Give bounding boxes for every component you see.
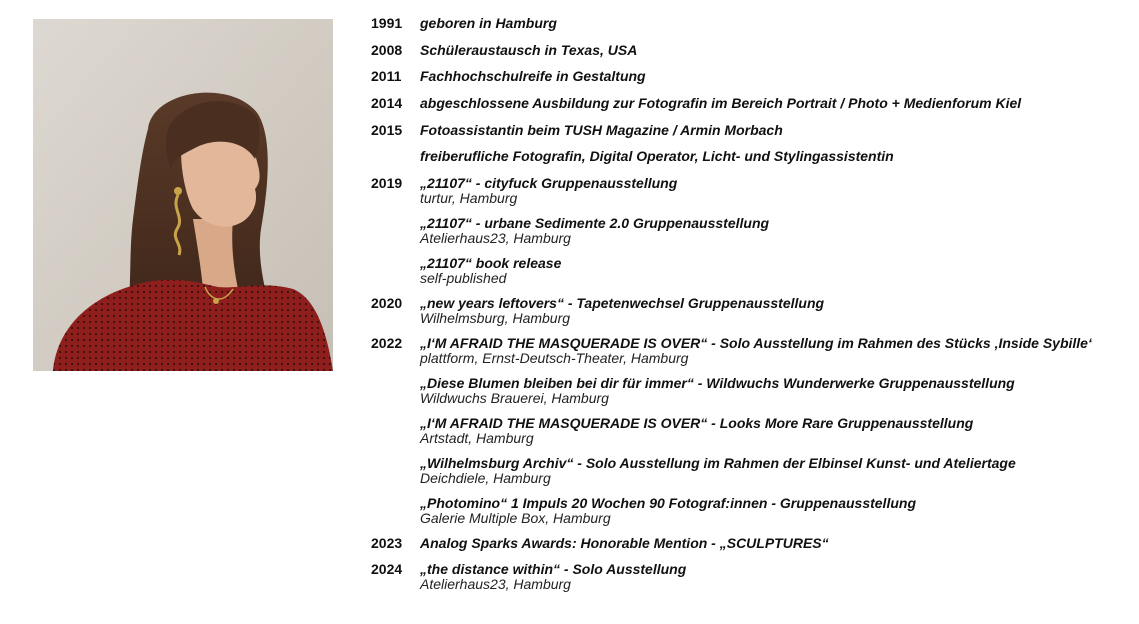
cv-title: abgeschlossene Ausbildung zur Fotografin im Bereich Portrait / Photo + Medienforum Kiel: [420, 95, 1022, 111]
cv-year: 2020: [371, 295, 403, 311]
cv-title: „Diese Blumen bleiben bei dir für immer“ - Wildwuchs Wunderwerke Gruppenausstellung: [420, 375, 1015, 391]
cv-place: turtur, Hamburg: [420, 190, 518, 206]
cv-place: Atelierhaus23, Hamburg: [420, 576, 571, 592]
cv-title: Fotoassistantin beim TUSH Magazine / Armin Morbach: [420, 122, 783, 138]
cv-title: „new years leftovers“ - Tapetenwechsel Gruppenausstellung: [420, 295, 825, 311]
cv-title: „21107“ - urbane Sedimente 2.0 Gruppenausstellung: [420, 215, 770, 231]
cv-year: 2023: [371, 535, 403, 551]
cv-title: „21107“ - cityfuck Gruppenausstellung: [420, 175, 678, 191]
cv-year: 2008: [371, 42, 403, 58]
cv-title: „Photomino“ 1 Impuls 20 Wochen 90 Fotograf:innen - Gruppenausstellung: [420, 495, 916, 511]
cv-title: „I‘M AFRAID THE MASQUERADE IS OVER“ - Solo Ausstellung im Rahmen des Stücks ‚Inside Sybille‘: [420, 335, 1092, 351]
cv-title: Schüleraustausch in Texas, USA: [420, 42, 638, 58]
cv-title: Analog Sparks Awards: Honorable Mention - „SCULPTURES“: [420, 535, 829, 551]
cv-year: 2019: [371, 175, 403, 191]
cv-year: 2011: [371, 68, 402, 84]
cv-year: 2024: [371, 561, 403, 577]
cv-place: Galerie Multiple Box, Hamburg: [420, 510, 611, 526]
cv-place: self-published: [420, 270, 507, 286]
cv-title: freiberufliche Fotografin, Digital Operator, Licht- und Stylingassistentin: [420, 148, 894, 164]
cv-title: „Wilhelmsburg Archiv“ - Solo Ausstellung im Rahmen der Elbinsel Kunst- und Ateliertage: [420, 455, 1016, 471]
cv-year: 2022: [371, 335, 403, 351]
cv-place: plattform, Ernst-Deutsch-Theater, Hamburg: [420, 350, 689, 366]
portrait-image-icon: [33, 19, 333, 371]
cv-year: 2015: [371, 122, 403, 138]
portrait-photo: [33, 19, 333, 371]
cv-title: „I‘M AFRAID THE MASQUERADE IS OVER“ - Looks More Rare Gruppenausstellung: [420, 415, 974, 431]
cv-place: Deichdiele, Hamburg: [420, 470, 551, 486]
cv-year: 2014: [371, 95, 403, 111]
cv-title: geboren in Hamburg: [420, 15, 557, 31]
cv-place: Artstadt, Hamburg: [420, 430, 534, 446]
cv-title: „the distance within“ - Solo Ausstellung: [420, 561, 687, 577]
cv-place: Wilhelmsburg, Hamburg: [420, 310, 571, 326]
cv-title: „21107“ book release: [420, 255, 562, 271]
cv-year: 1991: [371, 15, 403, 31]
cv-title: Fachhochschulreife in Gestaltung: [420, 68, 646, 84]
cv-place: Wildwuchs Brauerei, Hamburg: [420, 390, 609, 406]
cv-place: Atelierhaus23, Hamburg: [420, 230, 571, 246]
